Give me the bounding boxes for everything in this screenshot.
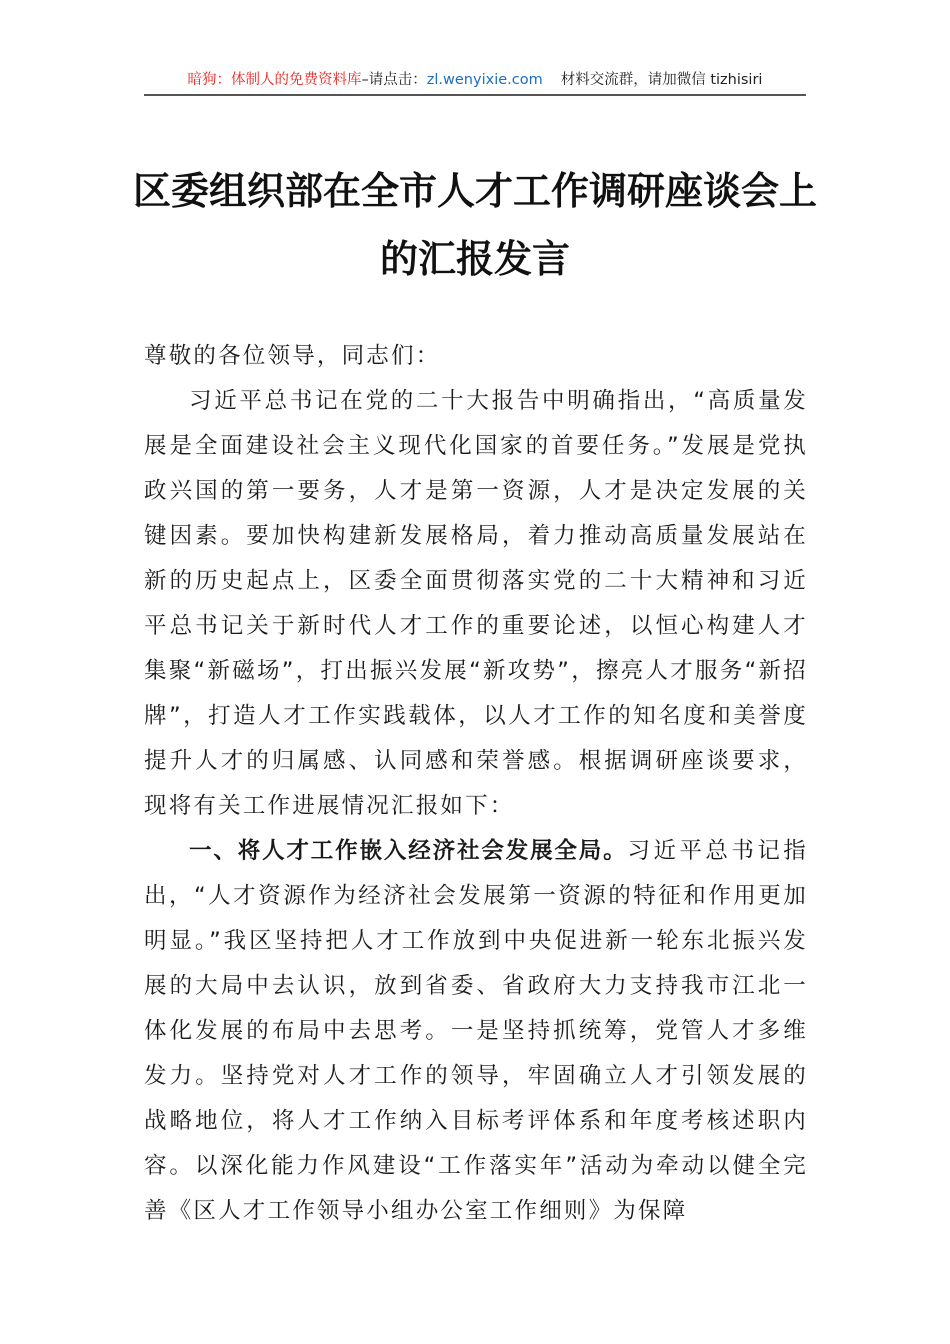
group-contact-text: 材料交流群，请加微信 tizhisiri: [560, 72, 763, 88]
watermark-header: [144, 66, 806, 96]
document-body: [144, 334, 808, 1234]
click-prompt: –请点击：: [361, 72, 427, 88]
site-label: 暗狗：体制人的免费资料库: [187, 72, 362, 88]
section-1-heading: 一、将人才工作嵌入经济社会发展全局。: [189, 838, 628, 864]
site-link[interactable]: zl.wenyixie.com: [426, 72, 543, 88]
document-title-line-1: 区委组织部在全市人才工作调研座谈会上: [132, 168, 817, 213]
section-1-body: 习近平总书记指出，“人才资源作为经济社会发展第一资源的特征和作用更加明显。”我区坚持把人才工作放到中央促进新一轮东北振兴发展的大局中去认识，放到省委、省政府大力支持我市江北一体化发展的布局中去思考。一是坚持抓统筹，党管人才多维发力。坚持党对人才工作的领导，牢固确立人才引领发展的战略地位，将人才工作纳入目标考评体系和年度考核述职内容。以深化能力作风建设“工作落实年”活动为牵动以健全完善《区人才工作领导小组办公室工作细则》为保障: [144, 838, 808, 1224]
document-title-line-2: 的汇报发言: [379, 236, 570, 281]
intro-paragraph: 习近平总书记在党的二十大报告中明确指出，“高质量发展是全面建设社会主义现代化国家的首要任务。”发展是党执政兴国的第一要务，人才是第一资源，人才是决定发展的关键因素。要加快构建新发展格局，着力推动高质量发展站在新的历史起点上，区委全面贯彻落实党的二十大精神和习近平总书记关于新时代人才工作的重要论述，以恒心构建人才集聚“新磁场”，打出振兴发展“新攻势”，擦亮人才服务“新招牌”，打造人才工作实践载体，以人才工作的知名度和美誉度提升人才的归属感、认同感和荣誉感。根据调研座谈要求，现将有关工作进展情况汇报如下：: [144, 388, 808, 819]
salutation: 尊敬的各位领导，同志们：: [144, 343, 441, 369]
section-1-paragraph: [144, 829, 808, 1234]
